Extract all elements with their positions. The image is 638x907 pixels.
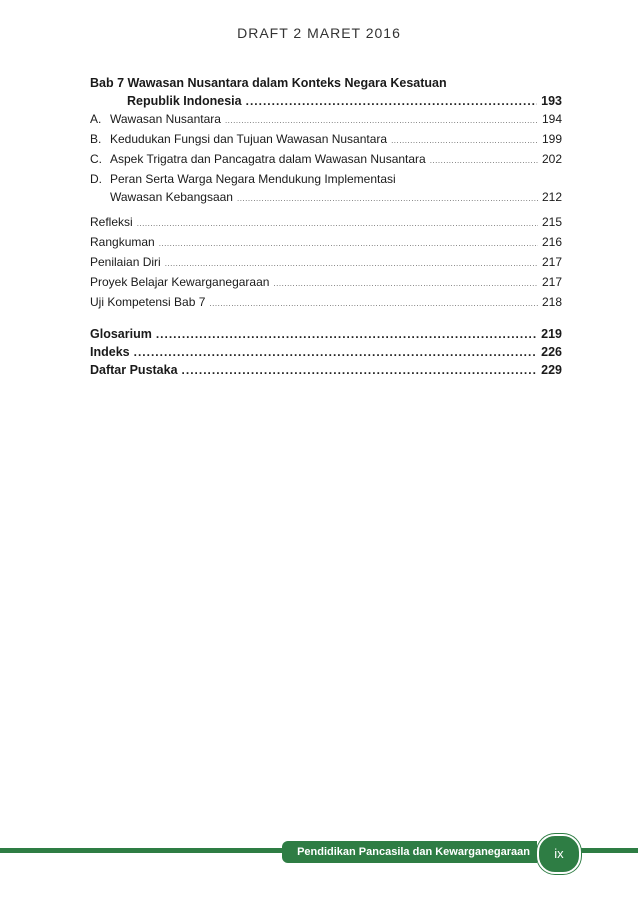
chapter-title-cont: Republik Indonesia: [127, 94, 242, 108]
section-letter: B.: [90, 132, 102, 146]
section-page: 202: [541, 152, 562, 166]
leader-dots: [156, 325, 537, 343]
entry-title: Indeks: [90, 345, 130, 359]
section-title: Kedudukan Fungsi dan Tujuan Wawasan Nusantara: [110, 132, 388, 146]
section-title: Aspek Trigatra dan Pancagatra dalam Wawasan Nusantara: [110, 152, 426, 166]
section-title-cont: Wawasan Kebangsaan: [110, 190, 233, 204]
toc-entry-rangkuman[interactable]: [90, 233, 562, 253]
entry-title: Penilaian Diri: [90, 255, 161, 269]
leader-dots: [209, 295, 538, 313]
section-title: Peran Serta Warga Negara Mendukung Implementasi: [110, 172, 396, 186]
leader-dots: [246, 92, 538, 110]
entry-title: Glosarium: [90, 327, 152, 341]
leader-dots: [273, 275, 538, 293]
entry-page: 216: [541, 235, 562, 249]
section-letter: C.: [90, 152, 102, 166]
entry-title: Rangkuman: [90, 235, 155, 249]
chapter-page: 193: [541, 94, 562, 108]
leader-dots: [134, 343, 538, 361]
toc-entry-d[interactable]: [90, 188, 562, 208]
toc-entry-c[interactable]: [90, 150, 562, 170]
table-of-contents: [90, 74, 562, 379]
entry-page: 229: [541, 363, 562, 377]
page-number-badge: ix: [537, 834, 581, 874]
draft-watermark: DRAFT 2 MARET 2016: [237, 25, 401, 41]
leader-dots: [237, 190, 538, 208]
leader-dots: [391, 132, 538, 150]
entry-title: Uji Kompetensi Bab 7: [90, 295, 206, 309]
section-page: 199: [541, 132, 562, 146]
leader-dots: [182, 361, 538, 379]
section-letter: A.: [90, 112, 102, 126]
section-letter: D.: [90, 172, 102, 186]
chapter-title: Bab 7 Wawasan Nusantara dalam Konteks Negara Kesatuan: [90, 76, 447, 90]
entry-page: 226: [541, 345, 562, 359]
entry-page: 217: [541, 275, 562, 289]
toc-entry-indeks[interactable]: [90, 343, 562, 361]
toc-entry-refleksi[interactable]: [90, 213, 562, 233]
entry-page: 219: [541, 327, 562, 341]
entry-page: 217: [541, 255, 562, 269]
footer-book-title: Pendidikan Pancasila dan Kewarganegaraan: [297, 846, 530, 858]
toc-entry-a[interactable]: [90, 110, 562, 130]
toc-entry-proyek[interactable]: [90, 273, 562, 293]
entry-title: Daftar Pustaka: [90, 363, 178, 377]
section-page: 194: [541, 112, 562, 126]
leader-dots: [137, 215, 538, 233]
entry-page: 218: [541, 295, 562, 309]
toc-entry-glosarium[interactable]: [90, 325, 562, 343]
leader-dots: [225, 112, 538, 130]
toc-entry-b[interactable]: [90, 130, 562, 150]
leader-dots: [430, 152, 538, 170]
entry-page: 215: [541, 215, 562, 229]
entry-title: Refleksi: [90, 215, 133, 229]
leader-dots: [165, 255, 538, 273]
section-page: 212: [541, 190, 562, 204]
entry-title: Proyek Belajar Kewarganegaraan: [90, 275, 270, 289]
leader-dots: [159, 235, 538, 253]
toc-entry-daftar-pustaka[interactable]: [90, 361, 562, 379]
toc-entry-d-line1[interactable]: [90, 170, 562, 188]
section-title: Wawasan Nusantara: [110, 112, 221, 126]
chapter-entry[interactable]: [90, 92, 562, 110]
toc-entry-uji-kompetensi[interactable]: [90, 293, 562, 313]
toc-entry-penilaian-diri[interactable]: [90, 253, 562, 273]
